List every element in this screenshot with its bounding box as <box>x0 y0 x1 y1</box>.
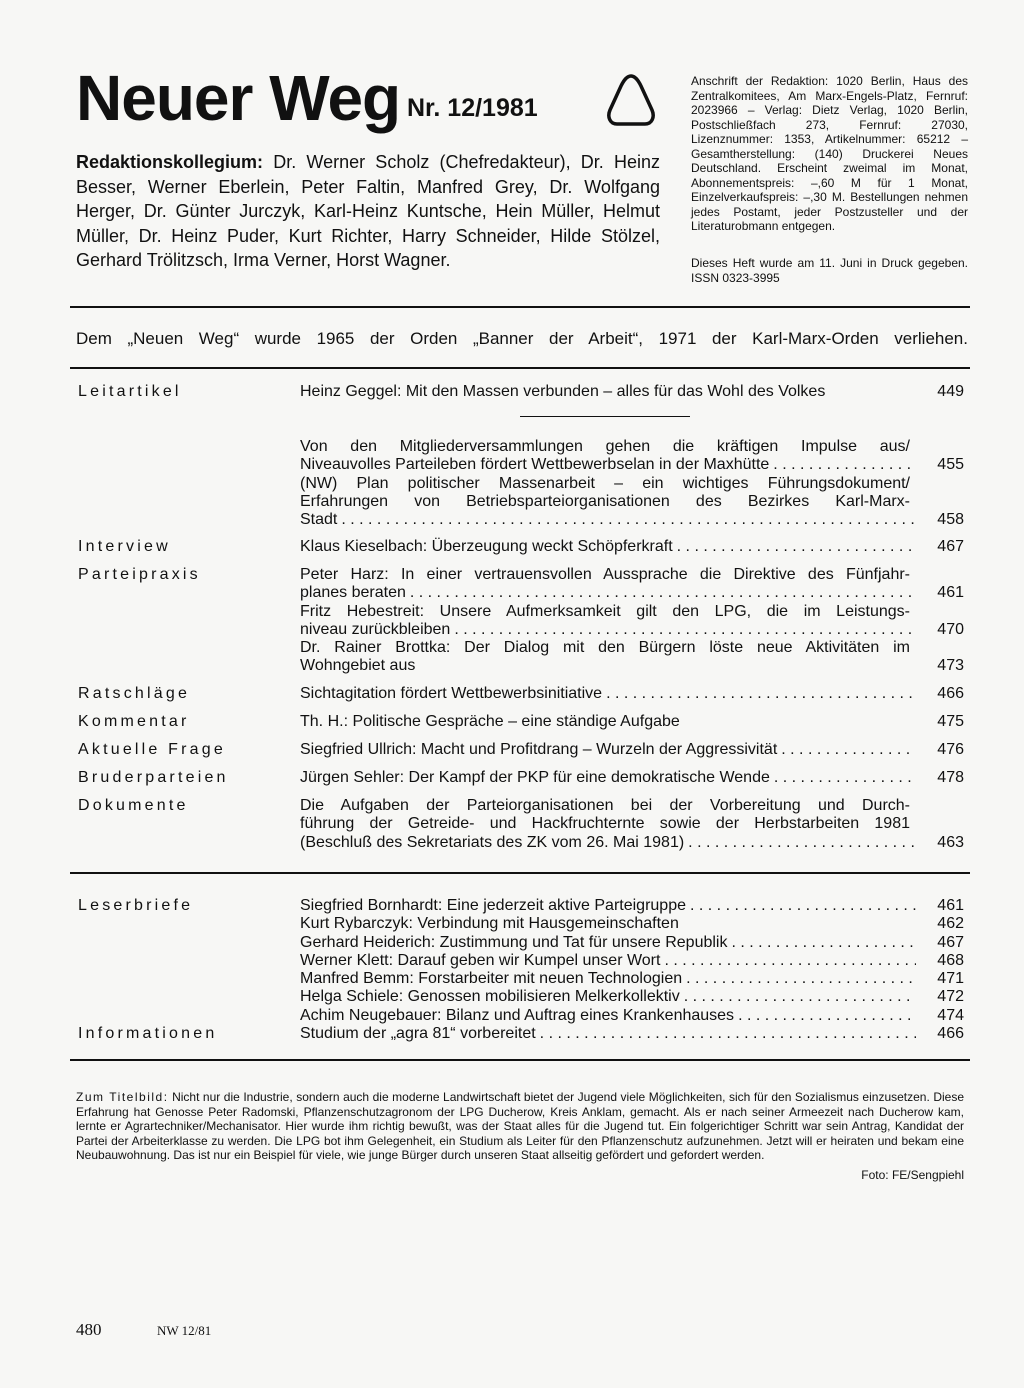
divider <box>70 872 970 874</box>
list-item[interactable] <box>300 952 964 970</box>
toc-page-number: 466 <box>937 685 964 702</box>
toc-entry-title: Siegfried Ullrich: Macht und Profitdrang – Wurzeln der Aggressivität <box>300 741 778 758</box>
toc-page-number: 473 <box>937 657 964 675</box>
cover-caption-label: Zum Titelbild: <box>76 1090 169 1104</box>
toc-page-number: 476 <box>937 741 964 758</box>
toc-entry-line: Niveauvolles Parteileben fördert Wettbewerbselan in der Maxhütte <box>300 456 770 474</box>
toc-entry-parteipraxis[interactable] <box>300 566 964 676</box>
toc-category-ratschlaege: Ratschläge <box>78 685 191 702</box>
toc-category-bruderparteien: Bruderparteien <box>78 769 229 786</box>
toc-entry-dokumente[interactable] <box>300 797 964 852</box>
list-item[interactable] <box>300 915 964 933</box>
toc-entry-line: Von den Mitgliederversammlungen gehen die kräftigen Impulse aus/ <box>300 438 910 455</box>
toc-entry-line: Stadt <box>300 511 338 529</box>
editorial-board-label: Redaktionskollegium: <box>76 152 264 172</box>
cover-caption <box>76 1090 964 1163</box>
toc-page-number: 470 <box>937 620 964 638</box>
divider <box>70 306 970 308</box>
toc-entry-line: führung der Getreide- und Hackfruchternte sowie der Herbstarbeiten 1981 <box>300 815 910 833</box>
toc-page-number: 458 <box>937 511 964 529</box>
toc-entry-lead-block[interactable] <box>300 438 964 529</box>
editorial-board-members: Dr. Werner Scholz (Chefredakteur), Dr. Heinz Besser, Werner Eberlein, Peter Faltin, Manfred Grey, Dr. Wolfgang Herger, Dr. Günter Jurczyk, Karl-Heinz Kuntsche, Hein Müller, Helmut Müller, Dr. Heinz Puder, Kurt Richter, Harry Schneider, Hilde Stölzel, Gerhard Trölitzsch, Irma Verner, Horst Wagner. <box>76 152 660 270</box>
toc-entry-title: Th. H.: Politische Gespräche – eine ständige Aufgabe <box>300 713 680 730</box>
toc-entry-title: Studium der „agra 81“ vorbereitet <box>300 1025 536 1042</box>
toc-entry-title: Manfred Bemm: Forstarbeiter mit neuen Technologien <box>300 970 683 988</box>
list-item[interactable] <box>300 970 964 988</box>
toc-entry-ratschlaege[interactable] <box>300 685 964 703</box>
issue-number: Nr. 12/1981 <box>407 94 538 122</box>
toc-page-number: 461 <box>937 584 964 602</box>
toc-entry-title: Kurt Rybarczyk: Verbindung mit Hausgemeinschaften <box>300 915 679 933</box>
page-number: 480 <box>76 1320 102 1339</box>
toc-entry-line: niveau zurückbleiben <box>300 620 451 638</box>
toc-page-number: 449 <box>937 383 964 400</box>
list-item[interactable] <box>300 897 964 915</box>
toc-entry-leitartikel[interactable] <box>300 383 964 401</box>
toc-category-leserbriefe: Leserbriefe <box>78 897 194 914</box>
toc-entry-kommentar[interactable] <box>300 713 964 731</box>
toc-page-number: 467 <box>937 933 964 951</box>
print-note: Dieses Heft wurde am 11. Juni in Druck gegeben. ISSN 0323-3995 <box>691 256 968 285</box>
toc-page-number: 468 <box>937 951 964 969</box>
toc-page-number: 466 <box>937 1025 964 1042</box>
toc-entry-bruderparteien[interactable] <box>300 769 964 787</box>
toc-entry-title: Achim Neugebauer: Bilanz und Auftrag eines Krankenhauses <box>300 1006 735 1024</box>
toc-category-interview: Interview <box>78 538 171 555</box>
toc-page-number: 478 <box>937 769 964 786</box>
toc-entry-line: Peter Harz: In einer vertrauensvollen Aussprache die Direktive des Fünfjahr- <box>300 566 910 583</box>
toc-entry-line: Erfahrungen von Betriebsparteiorganisationen des Bezirkes Karl-Marx- <box>300 492 910 510</box>
magazine-title: Neuer Weg <box>76 62 401 134</box>
toc-category-kommentar: Kommentar <box>78 713 190 730</box>
toc-entry-interview[interactable] <box>300 538 964 556</box>
cover-caption-text: Nicht nur die Industrie, sondern auch die moderne Landwirtschaft bietet der Jugend viele Möglichkeiten, sich für den Sozialismus einzusetzen. Diese Erfahrung hat Genosse Peter Radomski, Pflanzenschutzagronom der LPG Ducherow, Kreis Anklam, gemacht. Als er nach seiner Armeezeit nach Ducherow kam, lernte er Agrartechniker/Mechanisator. Hier wurde ihm richtig bewußt, was der Staat alles für die Jugend tut. Ein folgerichtiger Schritt war sein Antrag, Kandidat der Partei der Arbeiterklasse zu werden. Die LPG bot ihm Gelegenheit, ein Studium als Leiter für den Pflanzenschutz aufzunehmen. Jetzt will er heiraten und bekam eine Neubauwohnung. Das ist nur ein Beispiel für viele, wie junge Bürger durch unseren Staat allseitig gefördert und gefordert werden. <box>76 1090 965 1162</box>
toc-category-informationen: Informationen <box>78 1025 218 1042</box>
toc-entry-line: (NW) Plan politischer Massenarbeit – ein wichtiges Führungsdokument/ <box>300 474 910 492</box>
list-item[interactable] <box>300 988 964 1006</box>
toc-entry-title: Werner Klett: Darauf geben wir Kumpel unser Wort <box>300 951 661 969</box>
toc-entry-title: Helga Schiele: Genossen mobilisieren Melkerkollektiv <box>300 988 680 1006</box>
award-note: Dem „Neuen Weg“ wurde 1965 der Orden „Banner der Arbeit“, 1971 der Karl-Marx-Orden verliehen. <box>76 329 968 348</box>
toc-page-number: 467 <box>937 538 964 555</box>
list-item[interactable] <box>300 934 964 952</box>
short-divider <box>520 416 690 417</box>
issue-code: NW 12/81 <box>157 1323 212 1338</box>
toc-category-dokumente: Dokumente <box>78 797 189 814</box>
list-item[interactable] <box>300 1007 964 1025</box>
toc-category-leitartikel: Leitartikel <box>78 383 182 400</box>
toc-category-parteipraxis: Parteipraxis <box>78 566 201 583</box>
toc-page-number: 455 <box>937 456 964 474</box>
divider <box>70 367 970 369</box>
toc-entry-line: Wohngebiet aus <box>300 657 416 675</box>
photo-credit: Foto: FE/Sengpiehl <box>861 1168 964 1182</box>
toc-entry-title: Jürgen Sehler: Der Kampf der PKP für eine demokratische Wende <box>300 769 770 786</box>
toc-entry-line: Die Aufgaben der Parteiorganisationen bei der Vorbereitung und Durch- <box>300 797 910 814</box>
editorial-board <box>76 150 660 273</box>
toc-page-number: 461 <box>937 897 964 914</box>
toc-entry-title: Gerhard Heiderich: Zustimmung und Tat für unsere Republik <box>300 933 728 951</box>
toc-entry-line: (Beschluß des Sekretariats des ZK vom 26. Mai 1981) <box>300 833 685 851</box>
divider <box>70 1059 970 1061</box>
toc-category-aktuelle-frage: Aktuelle Frage <box>78 741 226 758</box>
toc-page-number: 472 <box>937 988 964 1006</box>
editorial-address: Anschrift der Redaktion: 1020 Berlin, Haus des Zentralkomitees, Am Marx-Engels-Platz, Fernruf: 2023966 – Verlag: Dietz Verlag, 1020 Berlin, Postschließfach 273, Fernruf: 27030, Lizenznummer: 1353, Artikelnummer: 65212 – Gesamtherstellung: (140) Druckerei Neues Deutschland. Erscheint zweimal im Monat, Abonnementspreis: –,60 M für 1 Monat, Einzelverkaufspreis: –,30 M. Bestellungen nehmen jedes Postamt, jeder Postzusteller und der Literaturobmann entgegen. <box>691 74 968 233</box>
toc-entry-aktuelle-frage[interactable] <box>300 741 964 759</box>
toc-entry-title: Sichtagitation fördert Wettbewerbsinitiative <box>300 685 603 702</box>
toc-entry-title: Siegfried Bornhardt: Eine jederzeit aktive Parteigruppe <box>300 897 686 914</box>
toc-page-number: 474 <box>937 1006 964 1024</box>
toc-entry-line: Dr. Rainer Brottka: Der Dialog mit den Bürgern löste neue Aktivitäten im <box>300 639 910 657</box>
toc-entry-title: Klaus Kieselbach: Überzeugung weckt Schöpferkraft <box>300 538 673 555</box>
toc-page-number: 463 <box>937 833 964 851</box>
toc-entry-line: Fritz Hebestreit: Unsere Aufmerksamkeit gilt den LPG, die im Leistungs- <box>300 602 910 620</box>
toc-page-number: 475 <box>937 713 964 730</box>
toc-entry-line: planes beraten <box>300 584 406 602</box>
toc-entry-informationen[interactable] <box>300 1025 964 1043</box>
toc-page-number: 462 <box>937 915 964 933</box>
toc-page-number: 471 <box>937 970 964 988</box>
toc-entry-title: Heinz Geggel: Mit den Massen verbunden – alles für das Wohl des Volkes <box>300 383 826 400</box>
toc-list-leserbriefe <box>300 897 964 1025</box>
triangle-logo-icon <box>605 72 657 128</box>
